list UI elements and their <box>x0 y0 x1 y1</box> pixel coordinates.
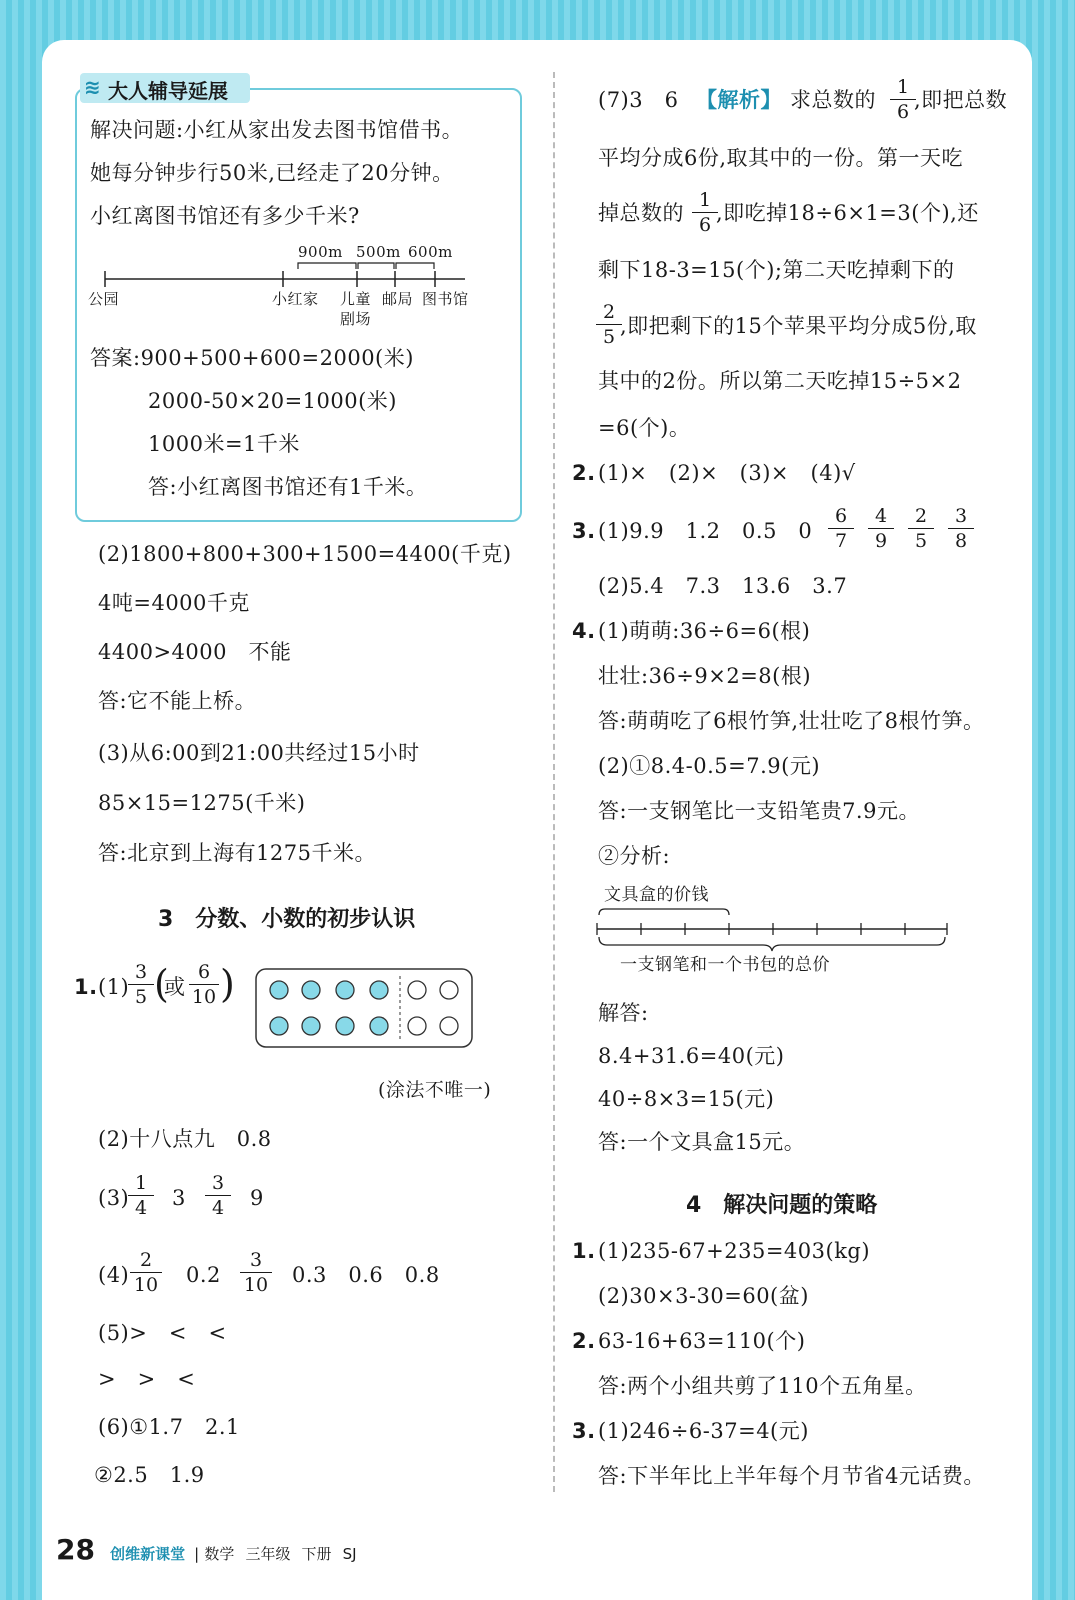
r5-frac: $\frac{2}{5}$ <box>596 301 622 348</box>
q1-3-frac1: $\frac{1}{4}$ <box>128 1172 154 1219</box>
column-divider <box>553 72 555 1492</box>
s4-3-b: 答:下半年比上半年每个月节省4元话费。 <box>598 1464 985 1488</box>
q1-6b: ②2.5 1.9 <box>94 1463 205 1487</box>
q4-line-2: 壮壮:36÷9×2=8(根) <box>598 664 812 688</box>
box-problem-2: 她每分钟步行50米,已经走了20分钟。 <box>90 161 454 185</box>
q1-3-v1: 3 <box>172 1186 186 1210</box>
q3-frac-2: $\frac{4}{9}$ <box>868 505 894 552</box>
q1-4-v1: 0.2 <box>186 1263 221 1287</box>
brand-name: 创维新课堂 <box>110 1545 186 1563</box>
dist-label-900: 900m <box>298 243 343 261</box>
s4-1-number: 1. <box>572 1239 596 1263</box>
q4-line-6: ②分析: <box>598 844 671 868</box>
segment-bottom-label: 一支钢笔和一个书包的总价 <box>620 955 830 975</box>
r2: 平均分成6份,取其中的一份。第一天吃 <box>598 146 964 170</box>
s4-2-a: 63-16+63=110(个) <box>598 1329 806 1353</box>
q4-line-3: 答:萌萌吃了6根竹笋,壮壮吃了8根竹笋。 <box>598 709 985 733</box>
paren-close: ) <box>220 962 236 1006</box>
q1-3-prefix: (3) <box>98 1186 130 1210</box>
s4-1-b: (2)30×3-30=60(盆) <box>598 1284 809 1308</box>
q3-1: (1)9.9 1.2 0.5 0 <box>598 519 813 543</box>
segment-top-label: 文具盒的价钱 <box>604 885 709 905</box>
guide-box-title: 大人辅导延展 <box>108 79 228 103</box>
r6: 其中的2份。所以第二天吃掉15÷5×2 <box>598 369 962 393</box>
section-4-title: 4 解决问题的策略 <box>686 1193 878 1218</box>
q1-6a: (6)①1.7 2.1 <box>98 1415 240 1439</box>
box-answer-1: 答案:900+500+600=2000(米) <box>90 346 414 370</box>
s4-1-a: (1)235-67+235=403(kg) <box>598 1239 871 1263</box>
left-line-5: (3)从6:00到21:00共经过15小时 <box>98 741 420 765</box>
r5-b: ,即把剩下的15个苹果平均分成5份,取 <box>620 314 977 338</box>
left-line-2: 4吨=4000千克 <box>98 591 250 615</box>
r4: 剩下18-3=15(个);第二天吃掉剩下的 <box>598 258 955 282</box>
r3-frac: $\frac{1}{6}$ <box>692 189 718 236</box>
page-number: 28 <box>56 1533 95 1566</box>
segment-diagram <box>595 905 955 955</box>
s4-2-number: 2. <box>572 1329 596 1353</box>
q4-sol-2: 8.4+31.6=40(元) <box>598 1044 785 1068</box>
dist-label-500: 500m <box>356 243 401 261</box>
left-line-4: 答:它不能上桥。 <box>98 689 257 713</box>
left-line-1: (2)1800+800+300+1500=4400(千克) <box>98 542 512 566</box>
left-line-3: 4400>4000 不能 <box>98 640 292 664</box>
q1-4-frac1: $\frac{2}{10}$ <box>130 1249 162 1296</box>
s4-3-a: (1)246÷6-37=4(元) <box>598 1419 809 1443</box>
box-answer-4: 答:小红离图书馆还有1千米。 <box>148 475 428 499</box>
r1-frac: $\frac{1}{6}$ <box>890 76 916 123</box>
s4-2-b: 答:两个小组共剪了110个五角星。 <box>598 1374 927 1398</box>
place-home: 小红家 <box>272 290 319 308</box>
q1-4-frac2: $\frac{3}{10}$ <box>240 1249 272 1296</box>
q4-sol-3: 40÷8×3=15(元) <box>598 1087 775 1111</box>
box-problem-3: 小红离图书馆还有多少千米? <box>90 204 360 228</box>
q1-1-or: 或 <box>164 975 186 999</box>
q1-5b: > > < <box>98 1367 196 1391</box>
q1-3-frac2: $\frac{3}{4}$ <box>205 1172 231 1219</box>
waves-icon: ≋ <box>84 75 101 99</box>
q1-1-frac: $\frac{3}{5}$ <box>128 961 154 1008</box>
q1-1-frac2: $\frac{6}{10}$ <box>189 961 219 1008</box>
box-answer-3: 1000米=1千米 <box>148 432 300 456</box>
place-theater-2: 剧场 <box>340 310 372 328</box>
q1-3-v2: 9 <box>250 1186 264 1210</box>
footer-separator: | <box>194 1545 200 1563</box>
r1-text: 求总数的 <box>790 88 876 112</box>
q3-number: 3. <box>572 519 596 543</box>
r1-tail: ,即把总数 <box>914 88 1008 112</box>
q3-frac-3: $\frac{2}{5}$ <box>908 505 934 552</box>
q4-number: 4. <box>572 619 596 643</box>
left-line-6: 85×15=1275(千米) <box>98 791 306 815</box>
circle-grid <box>255 968 475 1050</box>
dist-label-600: 600m <box>408 243 453 261</box>
box-problem-1: 解决问题:小红从家出发去图书馆借书。 <box>90 118 464 142</box>
place-library: 图书馆 <box>422 290 469 308</box>
footer-grade: 三年级 <box>245 1545 291 1563</box>
q1-2: (2)十八点九 0.8 <box>98 1127 272 1151</box>
section-3-title: 3 分数、小数的初步认识 <box>158 907 416 932</box>
place-park: 公园 <box>88 290 120 308</box>
q1-4-v2: 0.3 0.6 0.8 <box>292 1263 440 1287</box>
q4-sol-4: 答:一个文具盒15元。 <box>598 1130 806 1154</box>
analysis-tag: 【解析】 <box>696 88 782 112</box>
q4-line-5: 答:一支钢笔比一支铅笔贵7.9元。 <box>598 799 920 823</box>
q1-1-prefix: (1) <box>98 975 130 999</box>
place-theater-1: 儿童 <box>340 290 372 308</box>
q1-5a: (5)> < < <box>98 1321 227 1345</box>
left-line-7: 答:北京到上海有1275千米。 <box>98 841 377 865</box>
paren-open: ( <box>154 962 170 1006</box>
footer-term: 下册 <box>301 1545 332 1563</box>
s4-3-number: 3. <box>572 1419 596 1443</box>
coloring-note: (涂法不唯一) <box>378 1079 492 1101</box>
footer-subject: 数学 <box>204 1545 235 1563</box>
r1-prefix: (7)3 6 <box>598 88 700 112</box>
place-post: 邮局 <box>382 290 414 308</box>
q2-answers: (1)× (2)× (3)× (4)√ <box>598 461 856 485</box>
q4-sol-1: 解答: <box>598 1001 649 1025</box>
q2-number: 2. <box>572 461 596 485</box>
q1-number: 1. <box>74 975 98 999</box>
box-answer-2: 2000-50×20=1000(米) <box>148 389 398 413</box>
page-footer <box>56 1533 357 1566</box>
r7: =6(个)。 <box>598 416 691 440</box>
q4-line-4: (2)①8.4-0.5=7.9(元) <box>598 754 821 778</box>
q1-4-prefix: (4) <box>98 1263 130 1287</box>
q4-line-1: (1)萌萌:36÷6=6(根) <box>598 619 811 643</box>
footer-edition: SJ <box>342 1545 357 1563</box>
q3-2: (2)5.4 7.3 13.6 3.7 <box>598 574 848 598</box>
q3-frac-4: $\frac{3}{8}$ <box>948 505 974 552</box>
r3-b: ,即吃掉18÷6×1=3(个),还 <box>716 201 979 225</box>
q3-frac-1: $\frac{6}{7}$ <box>828 505 854 552</box>
r3-a: 掉总数的 <box>598 201 684 225</box>
